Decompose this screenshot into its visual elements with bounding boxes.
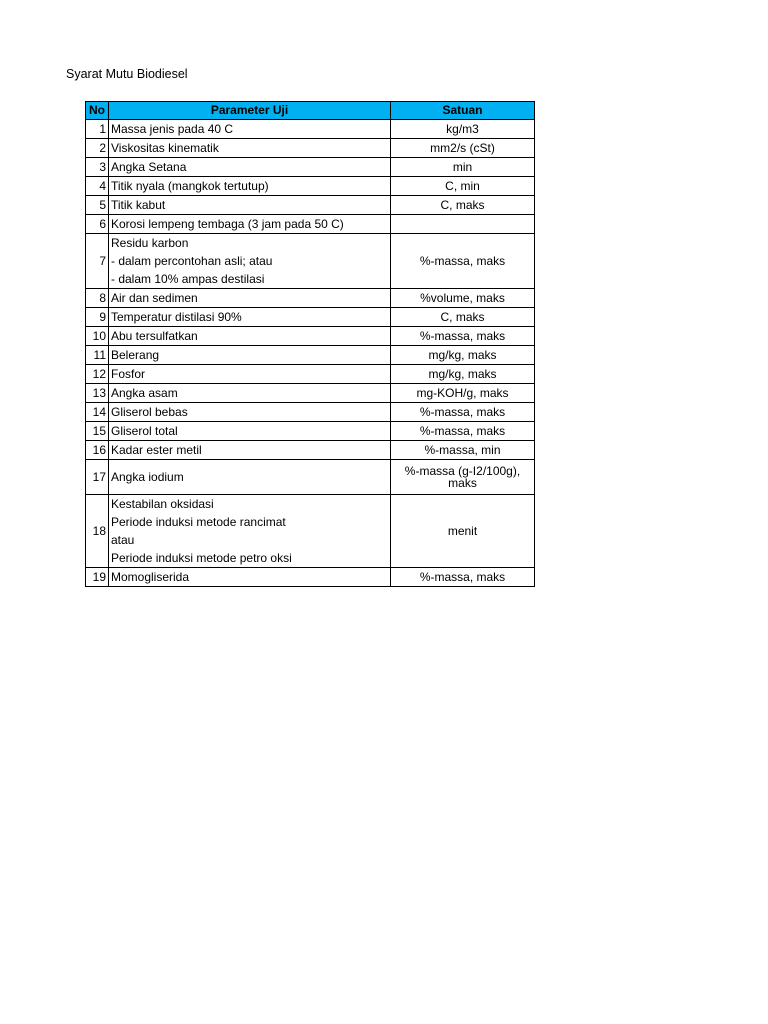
parameter-cell (109, 422, 391, 441)
header-unit: Satuan (391, 102, 535, 120)
unit-cell: C, min (391, 177, 535, 196)
parameter-text: Abu tersulfatkan (111, 329, 198, 343)
unit-cell: %-massa, maks (391, 403, 535, 422)
unit-cell: mg-KOH/g, maks (391, 384, 535, 403)
parameter-text: Kadar ester metil (111, 443, 202, 457)
row-number: 14 (86, 403, 109, 422)
parameter-cell (109, 196, 391, 215)
parameter-cell (109, 234, 391, 289)
parameter-cell (109, 327, 391, 346)
parameter-text: Angka asam (111, 386, 178, 400)
row-number: 17 (86, 460, 109, 495)
table-row (86, 460, 535, 495)
unit-cell: mm2/s (cSt) (391, 139, 535, 158)
table-row (86, 289, 535, 308)
parameter-cell (109, 215, 391, 234)
parameter-text: Periode induksi metode rancimat (111, 515, 286, 529)
parameter-cell (109, 568, 391, 587)
table-body (86, 120, 535, 587)
parameter-cell (109, 139, 391, 158)
table-row (86, 568, 535, 587)
row-number: 19 (86, 568, 109, 587)
row-number: 3 (86, 158, 109, 177)
table-header (86, 102, 535, 120)
parameter-cell (109, 384, 391, 403)
parameter-text: - dalam percontohan asli; atau (111, 254, 273, 268)
unit-cell (391, 215, 535, 234)
parameter-cell (109, 495, 391, 568)
unit-cell: menit (391, 495, 535, 568)
row-number: 16 (86, 441, 109, 460)
quality-requirements-table (85, 101, 535, 587)
row-number: 12 (86, 365, 109, 384)
parameter-text: Viskositas kinematik (111, 141, 219, 155)
row-number: 13 (86, 384, 109, 403)
table-row (86, 215, 535, 234)
parameter-cell (109, 308, 391, 327)
parameter-text: Belerang (111, 348, 160, 362)
table-row (86, 177, 535, 196)
parameter-cell (109, 177, 391, 196)
parameter-cell (109, 346, 391, 365)
parameter-text: Air dan sedimen (111, 291, 198, 305)
parameter-text: Temperatur distilasi 90% (111, 310, 242, 324)
table-row (86, 158, 535, 177)
parameter-cell (109, 365, 391, 384)
unit-cell: %-massa, maks (391, 234, 535, 289)
table-row (86, 196, 535, 215)
table-row (86, 365, 535, 384)
table-row (86, 441, 535, 460)
document-title: Syarat Mutu Biodiesel (66, 67, 188, 81)
header-parameter: Parameter Uji (109, 102, 391, 120)
unit-cell: %-massa, min (391, 441, 535, 460)
parameter-text: atau (111, 533, 135, 547)
parameter-text: Titik nyala (mangkok tertutup) (111, 179, 269, 193)
header-row (86, 102, 535, 120)
table-row (86, 495, 535, 568)
unit-cell: kg/m3 (391, 120, 535, 139)
unit-cell: %-massa (g-I2/100g), maks (391, 460, 535, 495)
row-number: 4 (86, 177, 109, 196)
parameter-cell (109, 403, 391, 422)
unit-cell: C, maks (391, 196, 535, 215)
parameter-text: Korosi lempeng tembaga (3 jam pada 50 C) (111, 217, 344, 231)
parameter-text: Periode induksi metode petro oksi (111, 551, 292, 565)
row-number: 10 (86, 327, 109, 346)
table-row (86, 234, 535, 289)
parameter-cell (109, 441, 391, 460)
parameter-text: Angka iodium (111, 470, 184, 484)
parameter-text: Momogliserida (111, 570, 190, 584)
unit-cell: %-massa, maks (391, 422, 535, 441)
unit-cell: mg/kg, maks (391, 365, 535, 384)
unit-cell: %-massa, maks (391, 327, 535, 346)
unit-cell: %volume, maks (391, 289, 535, 308)
parameter-cell (109, 120, 391, 139)
row-number: 7 (86, 234, 109, 289)
parameter-cell (109, 460, 391, 495)
parameter-text: Kestabilan oksidasi (111, 497, 214, 511)
row-number: 8 (86, 289, 109, 308)
parameter-text: - dalam 10% ampas destilasi (111, 272, 265, 286)
row-number: 18 (86, 495, 109, 568)
parameter-text: Massa jenis pada 40 C (111, 122, 234, 136)
row-number: 6 (86, 215, 109, 234)
row-number: 15 (86, 422, 109, 441)
parameter-text: Residu karbon (111, 236, 189, 250)
parameter-text: Fosfor (111, 367, 146, 381)
parameter-text: Angka Setana (111, 160, 187, 174)
unit-cell: mg/kg, maks (391, 346, 535, 365)
parameter-cell (109, 158, 391, 177)
unit-cell: C, maks (391, 308, 535, 327)
parameter-cell (109, 289, 391, 308)
unit-cell: %-massa, maks (391, 568, 535, 587)
row-number: 9 (86, 308, 109, 327)
table-row (86, 403, 535, 422)
row-number: 11 (86, 346, 109, 365)
parameter-text: Titik kabut (111, 198, 166, 212)
table-row (86, 346, 535, 365)
parameter-text: Gliserol total (111, 424, 178, 438)
table-row (86, 139, 535, 158)
unit-cell: min (391, 158, 535, 177)
row-number: 5 (86, 196, 109, 215)
row-number: 2 (86, 139, 109, 158)
table-row (86, 327, 535, 346)
table-row (86, 384, 535, 403)
table-row (86, 120, 535, 139)
table-row (86, 308, 535, 327)
row-number: 1 (86, 120, 109, 139)
table-row (86, 422, 535, 441)
header-no: No (86, 102, 109, 120)
parameter-text: Gliserol bebas (111, 405, 188, 419)
